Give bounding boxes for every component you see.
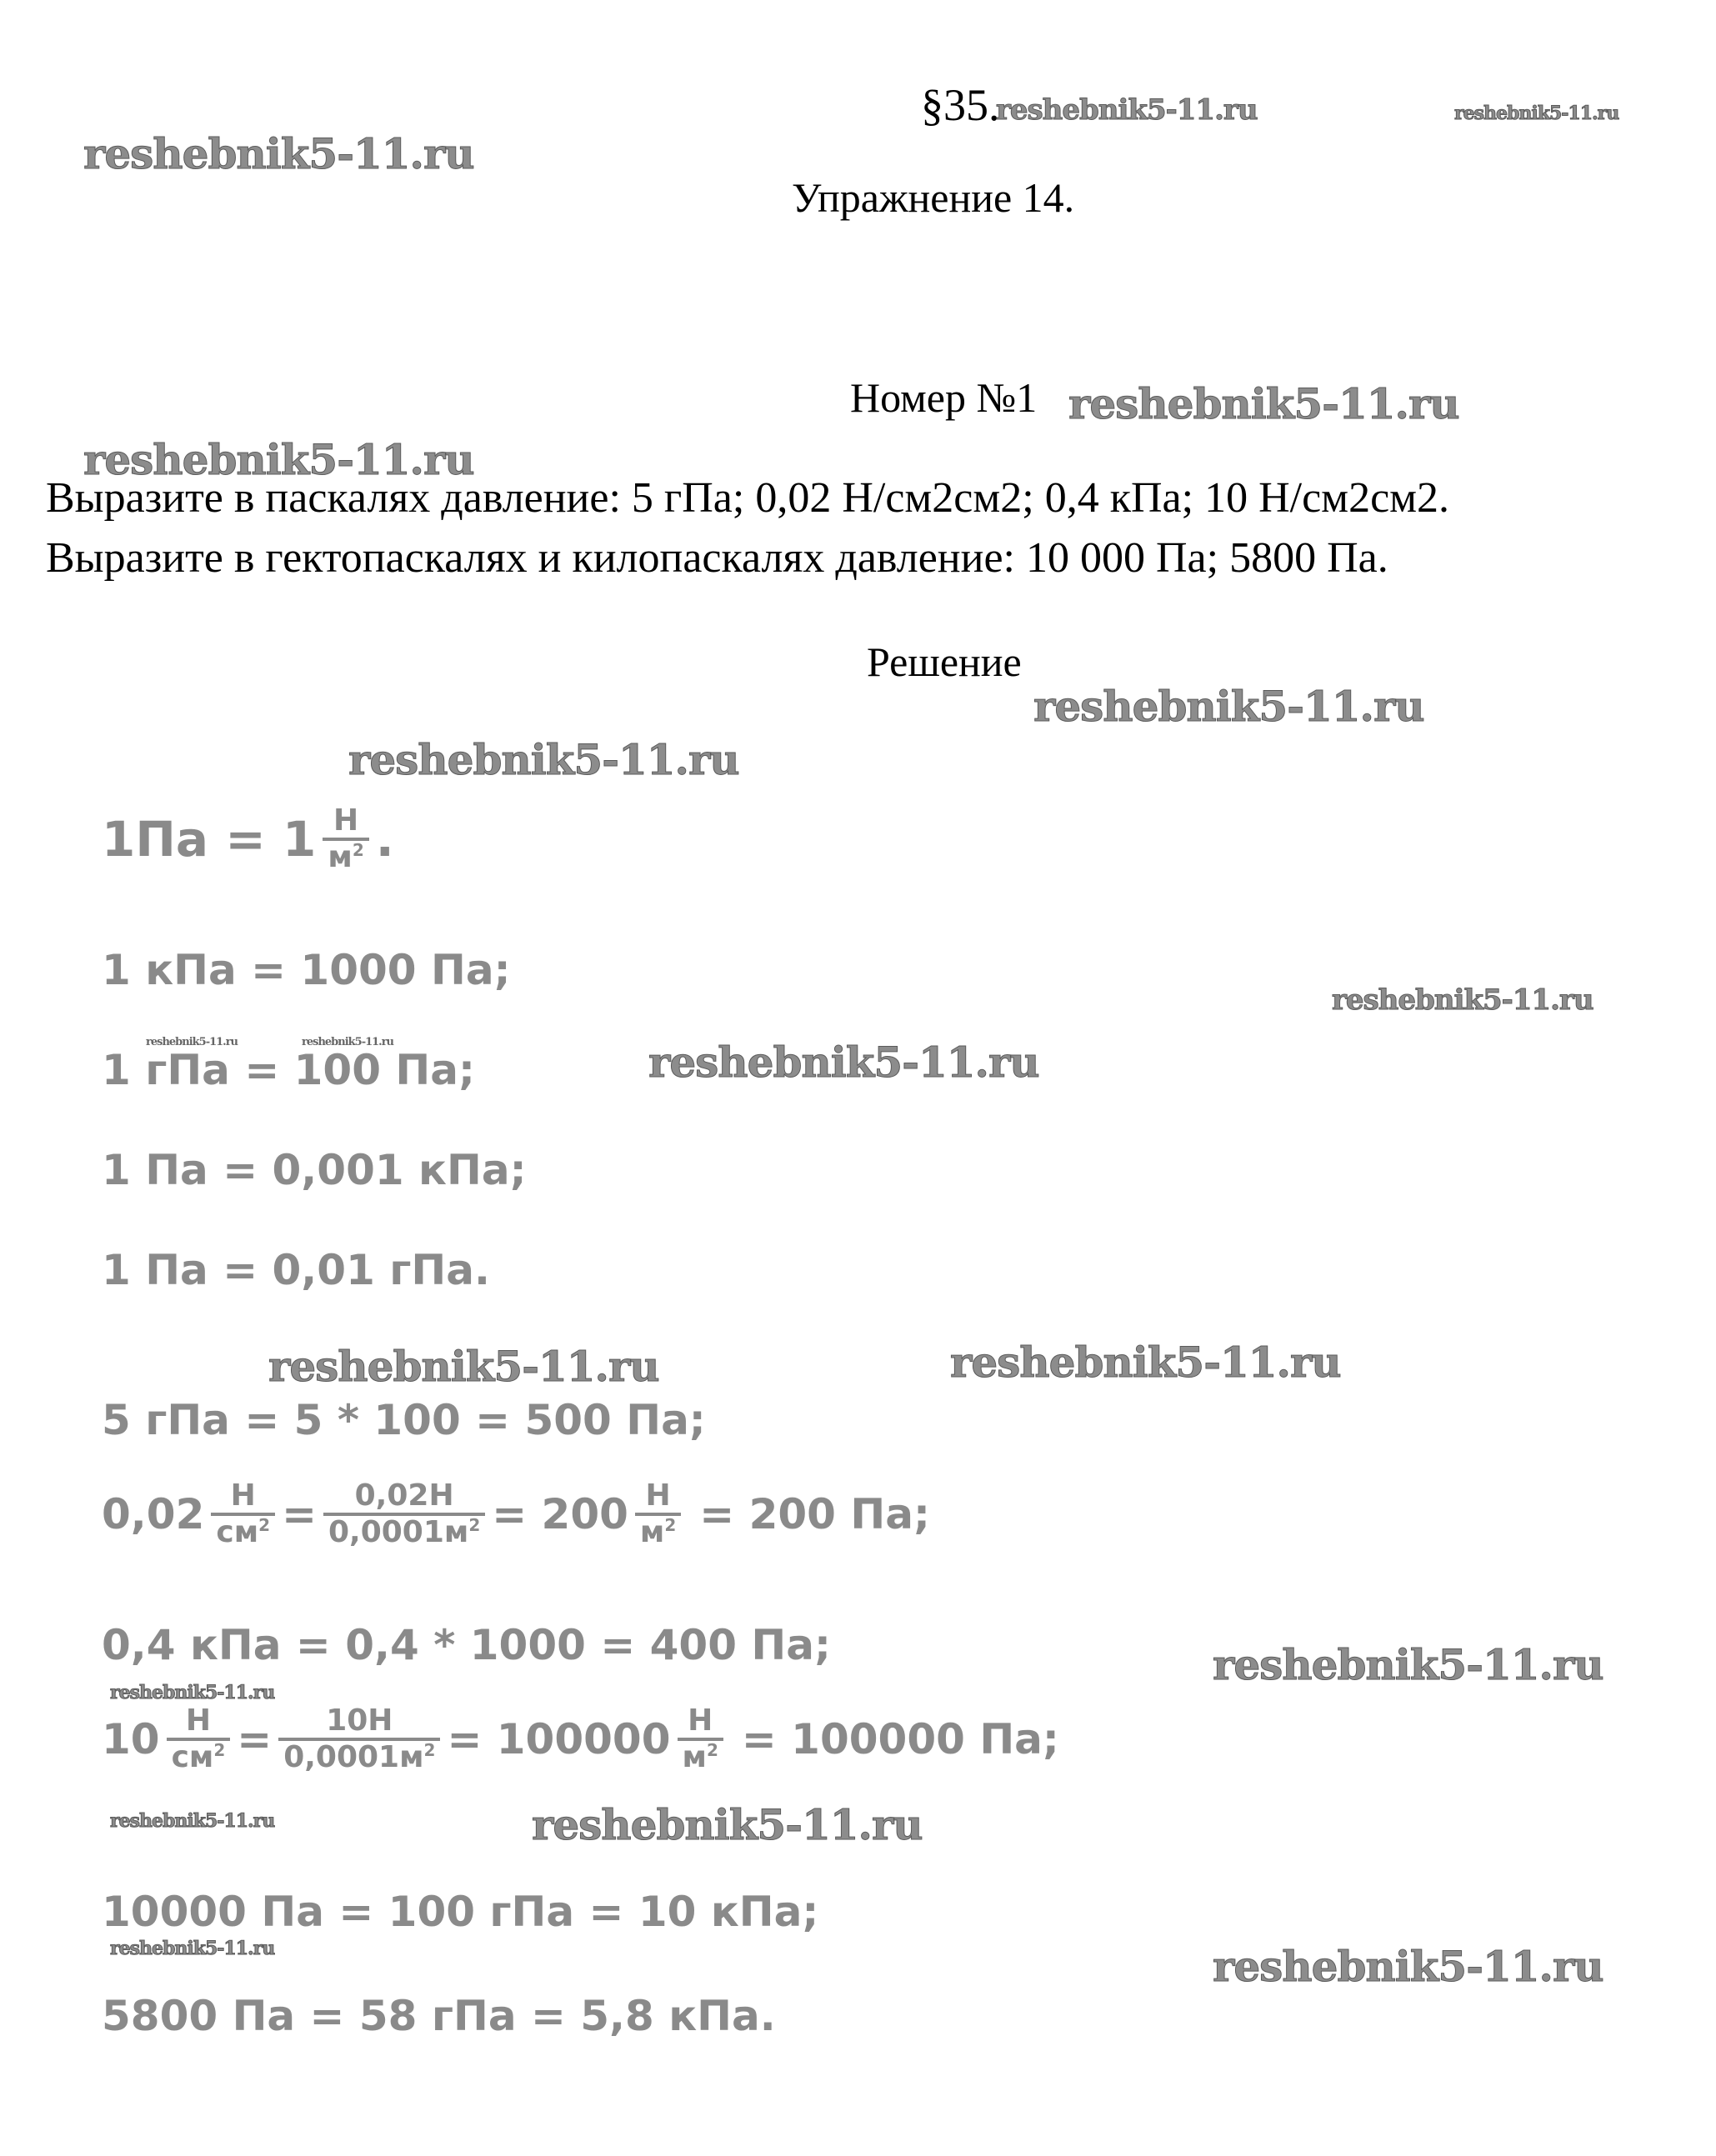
fraction: $\frac{Н}{см^2}$ <box>211 1479 275 1548</box>
watermark: reshebnik5-11.ru <box>83 435 474 484</box>
watermark: reshebnik5-11.ru <box>268 1342 659 1391</box>
equals-value: = 200 <box>492 1489 628 1538</box>
watermark: reshebnik5-11.ru <box>302 1036 394 1048</box>
watermark: reshebnik5-11.ru <box>110 1682 275 1703</box>
fraction: $\frac{Н}{м^2}$ <box>635 1479 681 1548</box>
rule-gpa: 1 гПа = 100 Па; <box>102 1046 475 1094</box>
calc-5800-pa: 5800 Па = 58 гПа = 5,8 кПа. <box>102 1992 776 2040</box>
watermark: reshebnik5-11.ru <box>1033 682 1424 731</box>
problem-number: Номер №1 <box>850 374 1038 421</box>
problem-line-1: Выразите в паскалях давление: 5 гПа; 0,02 Н/см2см2; 0,4 кПа; 10 Н/см2см2. <box>46 474 1450 522</box>
calc-result: = 100000 Па; <box>741 1714 1059 1763</box>
watermark: reshebnik5-11.ru <box>348 735 739 784</box>
problem-line-2: Выразите в гектопаскалях и килопаскалях давление: 10 000 Па; 5800 Па. <box>46 534 1388 582</box>
watermark: reshebnik5-11.ru <box>110 1810 275 1832</box>
definition-end: . <box>375 810 394 868</box>
watermark: reshebnik5-11.ru <box>996 93 1258 127</box>
fraction: $\frac{10Н}{0,0001м^2}$ <box>278 1704 440 1773</box>
equals: = <box>237 1714 273 1763</box>
definition-lhs: 1Па = 1 <box>102 810 317 868</box>
watermark: reshebnik5-11.ru <box>1213 1942 1603 1991</box>
section-number: §35. <box>921 80 1000 130</box>
watermark: reshebnik5-11.ru <box>532 1800 923 1849</box>
fraction <box>323 804 368 873</box>
calc-value: 10 <box>102 1714 160 1763</box>
calc-5-gpa: 5 гПа = 5 * 100 = 500 Па; <box>102 1396 706 1444</box>
watermark: reshebnik5-11.ru <box>1454 103 1619 124</box>
watermark: reshebnik5-11.ru <box>83 129 474 178</box>
fraction: $\frac{0,02Н}{0,0001м^2}$ <box>323 1479 485 1548</box>
calc-value: 0,02 <box>102 1489 205 1538</box>
watermark: reshebnik5-11.ru <box>146 1036 238 1048</box>
rule-pa-gpa: 1 Па = 0,01 гПа. <box>102 1246 490 1294</box>
exercise-title: Упражнение 14. <box>792 174 1075 221</box>
solution-title: Решение <box>867 638 1022 685</box>
equals: = <box>282 1489 317 1538</box>
watermark: reshebnik5-11.ru <box>648 1038 1039 1087</box>
watermark: reshebnik5-11.ru <box>1213 1640 1603 1689</box>
calc-04-kpa: 0,4 кПа = 0,4 * 1000 = 400 Па; <box>102 1621 831 1669</box>
pascal-definition <box>102 804 394 873</box>
fraction: $\frac{Н}{м^2}$ <box>678 1704 723 1773</box>
watermark: reshebnik5-11.ru <box>1068 379 1459 428</box>
calc-10-n-cm2 <box>102 1704 1059 1773</box>
calc-result: = 200 Па; <box>699 1489 930 1538</box>
fraction: $\frac{Н}{см^2}$ <box>167 1704 231 1773</box>
fraction-numerator: Н <box>333 803 359 838</box>
fraction-denominator: $м^2$ <box>323 838 368 874</box>
calc-002-n-cm2 <box>102 1479 930 1548</box>
watermark: reshebnik5-11.ru <box>1332 983 1593 1017</box>
calc-10000-pa: 10000 Па = 100 гПа = 10 кПа; <box>102 1888 819 1936</box>
rule-kpa: 1 кПа = 1000 Па; <box>102 946 511 994</box>
watermark: reshebnik5-11.ru <box>110 1938 275 1959</box>
equals-value: = 100000 <box>447 1714 671 1763</box>
rule-pa-kpa: 1 Па = 0,001 кПа; <box>102 1146 527 1194</box>
watermark: reshebnik5-11.ru <box>950 1338 1341 1387</box>
